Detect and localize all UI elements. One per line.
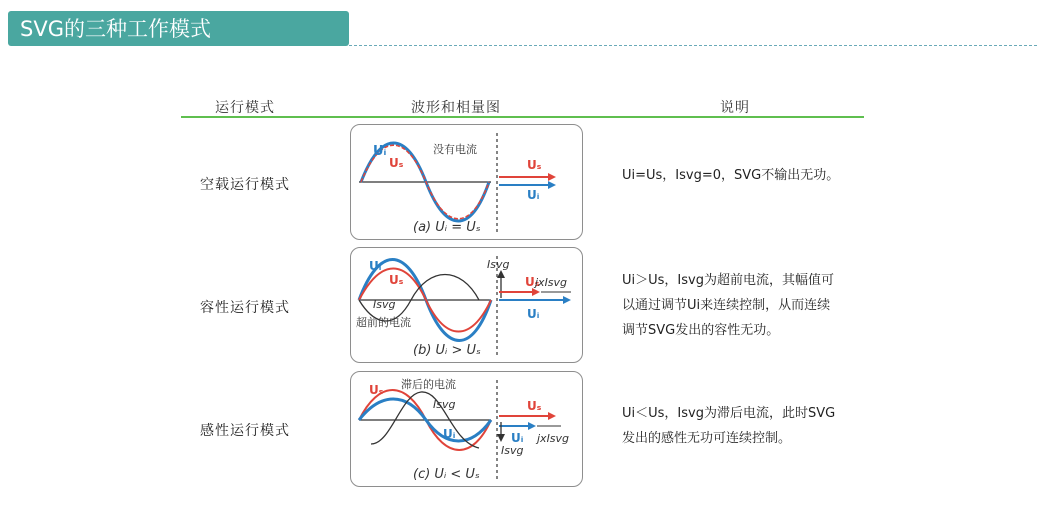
lagging-current-text: 滞后的电流 [401, 378, 456, 391]
header-desc: 说明 [720, 100, 750, 116]
vector-isvg-label: Isvg [501, 444, 524, 457]
vector-jx-label: jxIsvg [537, 432, 570, 445]
ui-label: Uᵢ [443, 427, 456, 441]
description-capacitive [622, 268, 867, 343]
isvg-wave-label: Isvg [373, 298, 396, 311]
ui-label: Uᵢ [373, 144, 387, 159]
page-title: SVG的三种工作模式 [20, 17, 211, 41]
description-inductive [622, 401, 867, 451]
header-waveform: 波形和相量图 [411, 100, 501, 116]
desc-line: 以通过调节Ui来连续控制，从而连续 [622, 298, 831, 313]
header-rule [181, 116, 864, 118]
description-noload [622, 163, 867, 188]
waveform-panel-c [350, 371, 583, 487]
desc-line: Ui=Us，Isvg=0，SVG不输出无功。 [622, 168, 840, 183]
desc-line: 调节SVG发出的容性无功。 [622, 323, 780, 338]
vector-ui-label: Uᵢ [511, 431, 524, 445]
waveform-diagram-a [351, 125, 582, 239]
desc-line: Ui＜Us，Isvg为滞后电流，此时SVG [622, 406, 836, 421]
no-current-text: 没有电流 [433, 143, 477, 156]
vector-ui-label: Uᵢ [527, 188, 540, 202]
header-mode: 运行模式 [215, 100, 275, 116]
waveform-diagram-c [351, 372, 582, 486]
leading-current-text: 超前的电流 [356, 316, 411, 329]
vector-us-label: Uₛ [527, 399, 542, 413]
vector-us-label: Uₛ [525, 275, 540, 289]
caption-c: (c) Uᵢ < Uₛ [413, 467, 480, 482]
caption-a: (a) Uᵢ = Uₛ [413, 220, 481, 235]
waveform-panel-b [350, 247, 583, 363]
title-bar [8, 11, 349, 46]
waveform-diagram-b [351, 248, 582, 362]
desc-line: Ui＞Us，Isvg为超前电流，其幅值可 [622, 273, 834, 288]
mode-label-inductive: 感性运行模式 [200, 423, 290, 439]
mode-label-capacitive: 容性运行模式 [200, 300, 290, 316]
vector-isvg-label: Isvg [487, 258, 510, 271]
us-label: Uₛ [389, 156, 404, 170]
isvg-wave-label: Isvg [433, 398, 456, 411]
us-label: Uₛ [389, 273, 404, 287]
desc-line: 发出的感性无功可连续控制。 [622, 431, 792, 446]
us-label: Uₛ [369, 383, 384, 397]
ui-label: Uᵢ [369, 259, 382, 273]
vector-ui-label: Uᵢ [527, 307, 540, 321]
caption-b: (b) Uᵢ > Uₛ [413, 343, 481, 358]
waveform-panel-a [350, 124, 583, 240]
mode-label-noload: 空载运行模式 [200, 177, 290, 193]
title-divider [349, 45, 1037, 46]
vector-us-label: Uₛ [527, 158, 542, 172]
vector-jx-label: jxIsvg [535, 276, 568, 289]
